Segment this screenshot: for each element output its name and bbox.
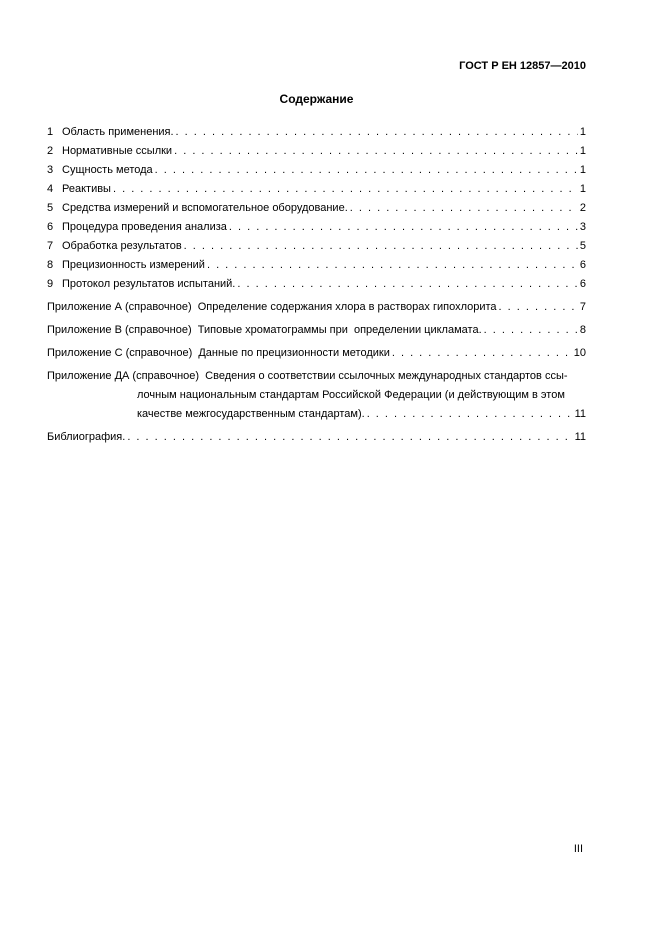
toc-entry-appendix-da-line3 bbox=[47, 405, 586, 424]
toc-entry-page: 11 bbox=[574, 431, 586, 443]
toc-entry-label: Область применения. bbox=[62, 126, 174, 138]
toc-entry bbox=[47, 142, 586, 161]
table-of-contents bbox=[47, 123, 586, 447]
toc-entry-page: 7 bbox=[579, 301, 586, 313]
toc-entry-page: 2 bbox=[579, 202, 586, 214]
toc-entry-page: 6 bbox=[579, 259, 586, 271]
toc-entry-page: 3 bbox=[579, 221, 586, 233]
toc-entry-number: 4 bbox=[47, 183, 54, 195]
toc-entry-number: 1 bbox=[47, 126, 54, 138]
toc-entry-label: Нормативные ссылки bbox=[62, 145, 173, 157]
toc-entry bbox=[47, 180, 586, 199]
dot-leader bbox=[113, 180, 578, 199]
toc-entry-page: 8 bbox=[579, 324, 586, 336]
toc-entry bbox=[47, 123, 586, 142]
toc-entry-label: Сущность метода bbox=[62, 164, 153, 176]
toc-entry-page: 1 bbox=[579, 126, 586, 138]
toc-entry-page: 1 bbox=[579, 183, 586, 195]
toc-entry-appendix-da-line2 bbox=[47, 386, 586, 405]
dot-leader bbox=[155, 161, 578, 180]
dot-leader bbox=[484, 321, 578, 340]
toc-entry-label: Библиография. bbox=[47, 431, 126, 443]
dot-leader bbox=[174, 142, 578, 161]
toc-entry-number: 9 bbox=[47, 278, 54, 290]
toc-entry bbox=[47, 237, 586, 256]
toc-entry bbox=[47, 275, 586, 294]
dot-leader bbox=[176, 123, 578, 142]
dot-leader bbox=[367, 405, 573, 424]
toc-entry-label: качестве межгосударственным стандартам). bbox=[137, 408, 365, 420]
toc-entry-label: Прецизионность измерений bbox=[62, 259, 205, 271]
toc-entry bbox=[47, 218, 586, 237]
toc-entry-page: 1 bbox=[579, 164, 586, 176]
toc-entry-number: 5 bbox=[47, 202, 54, 214]
toc-entry-number: 6 bbox=[47, 221, 54, 233]
toc-entry bbox=[47, 199, 586, 218]
toc-entry-page: 1 bbox=[579, 145, 586, 157]
toc-entry-page: 6 bbox=[579, 278, 586, 290]
dot-leader bbox=[350, 199, 578, 218]
dot-leader bbox=[207, 256, 578, 275]
dot-leader bbox=[237, 275, 578, 294]
toc-entry-label: Реактивы bbox=[62, 183, 111, 195]
toc-entry-label: Приложение А (справочное) Определение содержания хлора в растворах гипохлорита bbox=[47, 301, 497, 313]
page-number: III bbox=[573, 843, 583, 855]
dot-leader bbox=[499, 298, 578, 317]
toc-entry-appendix-b bbox=[47, 321, 586, 340]
toc-entry-number: 8 bbox=[47, 259, 54, 271]
toc-entry-page: 11 bbox=[574, 408, 586, 420]
toc-entry-page: 5 bbox=[579, 240, 586, 252]
toc-entry-appendix-da-line1 bbox=[47, 367, 586, 386]
toc-entry bbox=[47, 161, 586, 180]
toc-entry-appendix-a bbox=[47, 298, 586, 317]
dot-leader bbox=[184, 237, 578, 256]
toc-entry-number: 7 bbox=[47, 240, 54, 252]
toc-entry-label: Приложение В (справочное) Типовые хроматограммы при определении цикламата. bbox=[47, 324, 482, 336]
toc-entry-label: Процедура проведения анализа bbox=[62, 221, 227, 233]
dot-leader bbox=[127, 428, 572, 447]
toc-entry-label: Протокол результатов испытаний. bbox=[62, 278, 236, 290]
toc-entry bbox=[47, 256, 586, 275]
toc-entry-label: Приложение С (справочное) Данные по прецизионности методики bbox=[47, 347, 390, 359]
toc-entry-page: 10 bbox=[573, 347, 586, 359]
doc-number: ГОСТ Р ЕН 12857—2010 bbox=[459, 60, 586, 72]
toc-entry-label: лочным национальным стандартам Российской Федерации (и действующим в этом bbox=[137, 389, 565, 401]
toc-title: Содержание bbox=[279, 92, 354, 106]
toc-entry-number: 2 bbox=[47, 145, 54, 157]
toc-entry-bibliography bbox=[47, 428, 586, 447]
toc-entry-label: Обработка результатов bbox=[62, 240, 182, 252]
toc-entry-number: 3 bbox=[47, 164, 54, 176]
dot-leader bbox=[392, 344, 572, 363]
dot-leader bbox=[229, 218, 578, 237]
toc-entry-label: Средства измерений и вспомогательное оборудование. bbox=[62, 202, 348, 214]
toc-entry-appendix-c bbox=[47, 344, 586, 363]
toc-entry-label: Приложение ДА (справочное) Сведения о соответствии ссылочных международных стандартов ссы- bbox=[47, 370, 568, 382]
